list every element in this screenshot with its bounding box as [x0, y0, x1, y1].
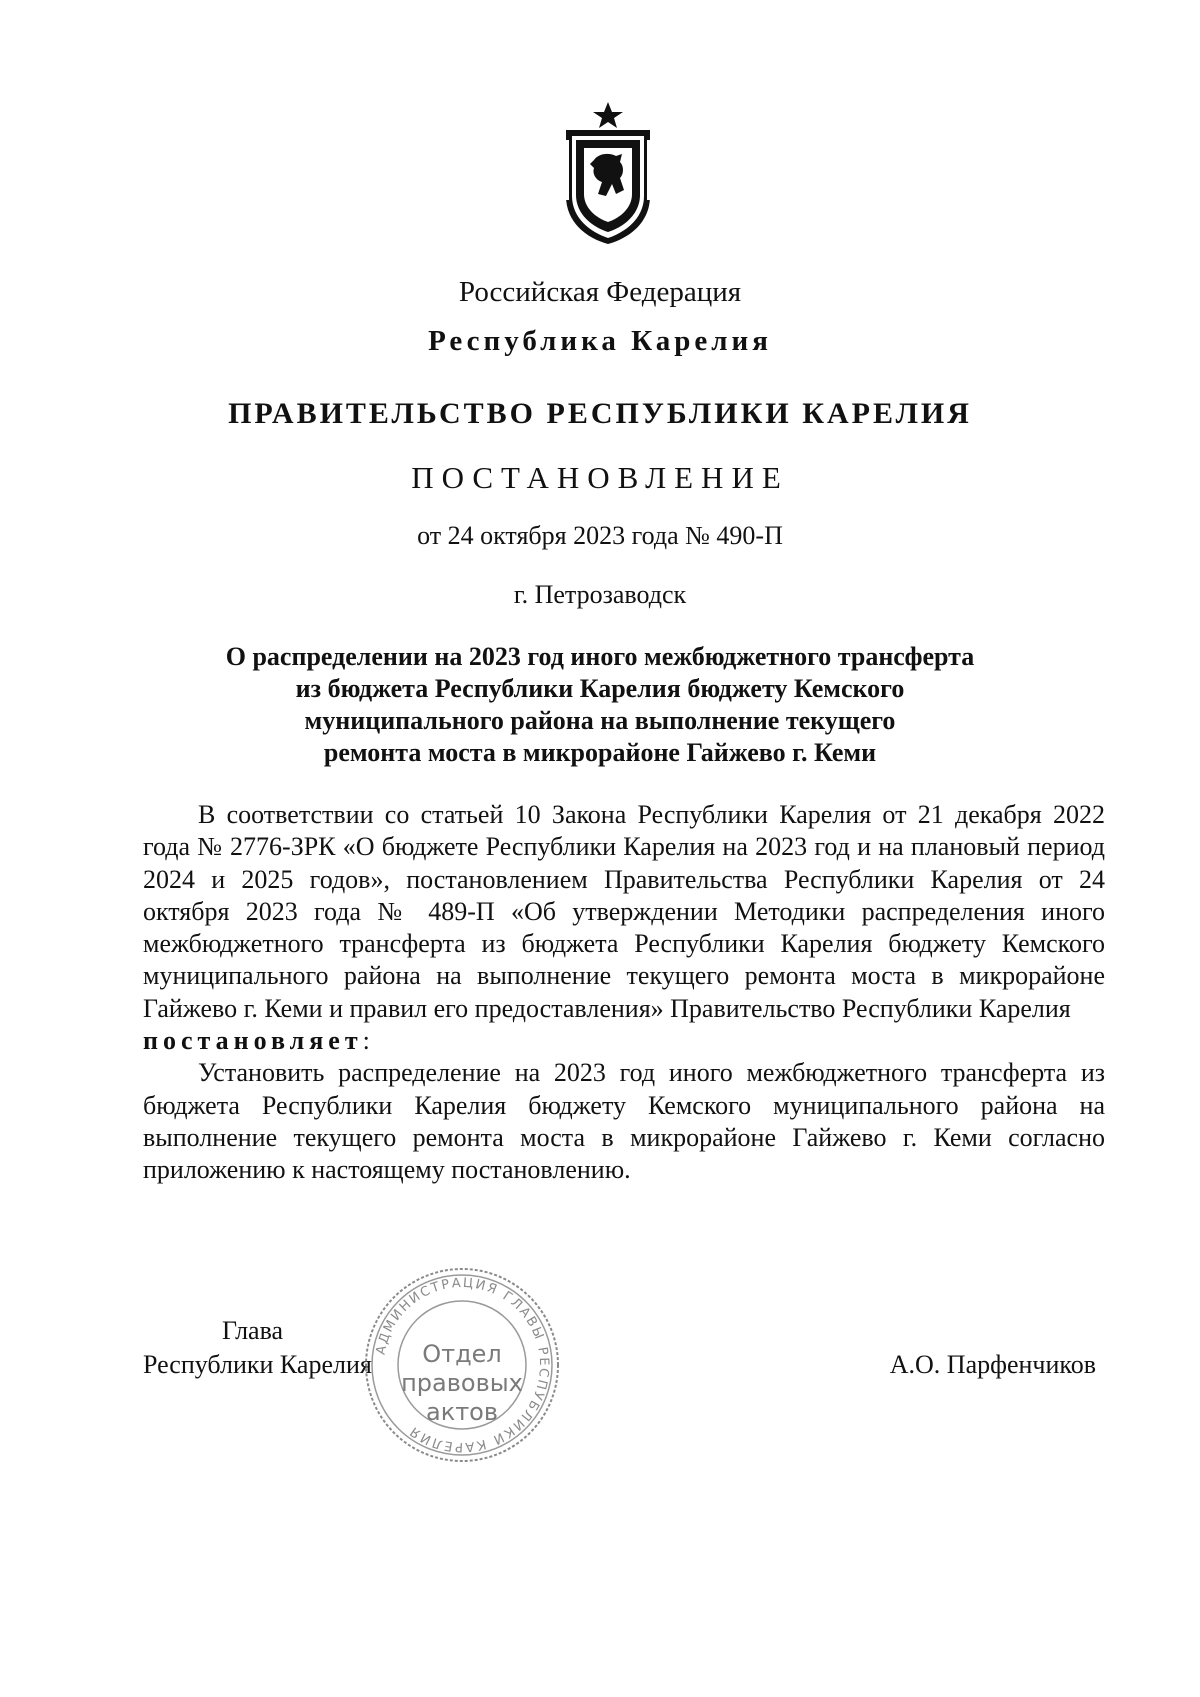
document-date-number: от 24 октября 2023 года № 490-П [417, 521, 783, 550]
signatory-title: Глава [222, 1316, 284, 1345]
document-city: г. Петрозаводск [513, 580, 687, 609]
decree-suffix: : [362, 1026, 370, 1056]
document-body [143, 799, 1105, 1187]
karelia-coat-of-arms-icon [560, 100, 656, 246]
stamp-line: актов [425, 1398, 498, 1426]
stamp-line: правовых [401, 1369, 523, 1397]
signatory-name: А.О. Парфенчиков [889, 1350, 1096, 1379]
document-type: ПОСТАНОВЛЕНИЕ [411, 460, 789, 495]
stamp-ring-text: АДМИНИСТРАЦИЯ ГЛАВЫ РЕСПУБЛИКИ КАРЕЛИЯ [373, 1275, 552, 1455]
title-line: О распределении на 2023 год иного межбюджетного трансферта [225, 642, 975, 671]
country-name: Российская Федерация [458, 276, 742, 308]
title-line: ремонта моста в микрорайоне Гайжево г. Кеми [323, 738, 877, 767]
title-line: из бюджета Республики Карелия бюджету Кемского [295, 674, 905, 703]
signatory-organization: Республики Карелия [143, 1350, 372, 1379]
decree-word: постановляет [143, 1026, 363, 1056]
government-name: ПРАВИТЕЛЬСТВО РЕСПУБЛИКИ КАРЕЛИЯ [228, 397, 972, 430]
stamp-center-text [362, 1340, 562, 1427]
document-title [150, 641, 1050, 769]
body-paragraph [143, 799, 1105, 1057]
title-line: муниципального района на выполнение текущего [304, 706, 896, 735]
republic-name: Республика Карелия [428, 325, 772, 357]
body-paragraph: Установить распределение на 2023 год иного межбюджетного трансферта из бюджета Республики Карелия бюджету Кемского муниципального района на выполнение текущего ремонта моста в микрорайоне Гайжево г. Кеми согласно приложению к настоящему постановлению. [143, 1058, 1105, 1185]
body-paragraph-text: В соответствии со статьей 10 Закона Республики Карелия от 21 декабря 2022 года № 2776-ЗРК «О бюджете Республики Карелия на 2023 год и на плановый период 2024 и 2025 годов», постановлением Правительства Республики Карелия от 24 октября 2023 года № 489-П «Об утверждении Методики распределения иного межбюджетного трансферта из бюджета Республики Карелия бюджету Кемского муниципального района на выполнение текущего ремонта моста в микрорайоне Гайжево г. Кеми и правил его предоставления» Правительство Республики Карелия [143, 800, 1105, 1023]
stamp-line: Отдел [422, 1340, 502, 1368]
